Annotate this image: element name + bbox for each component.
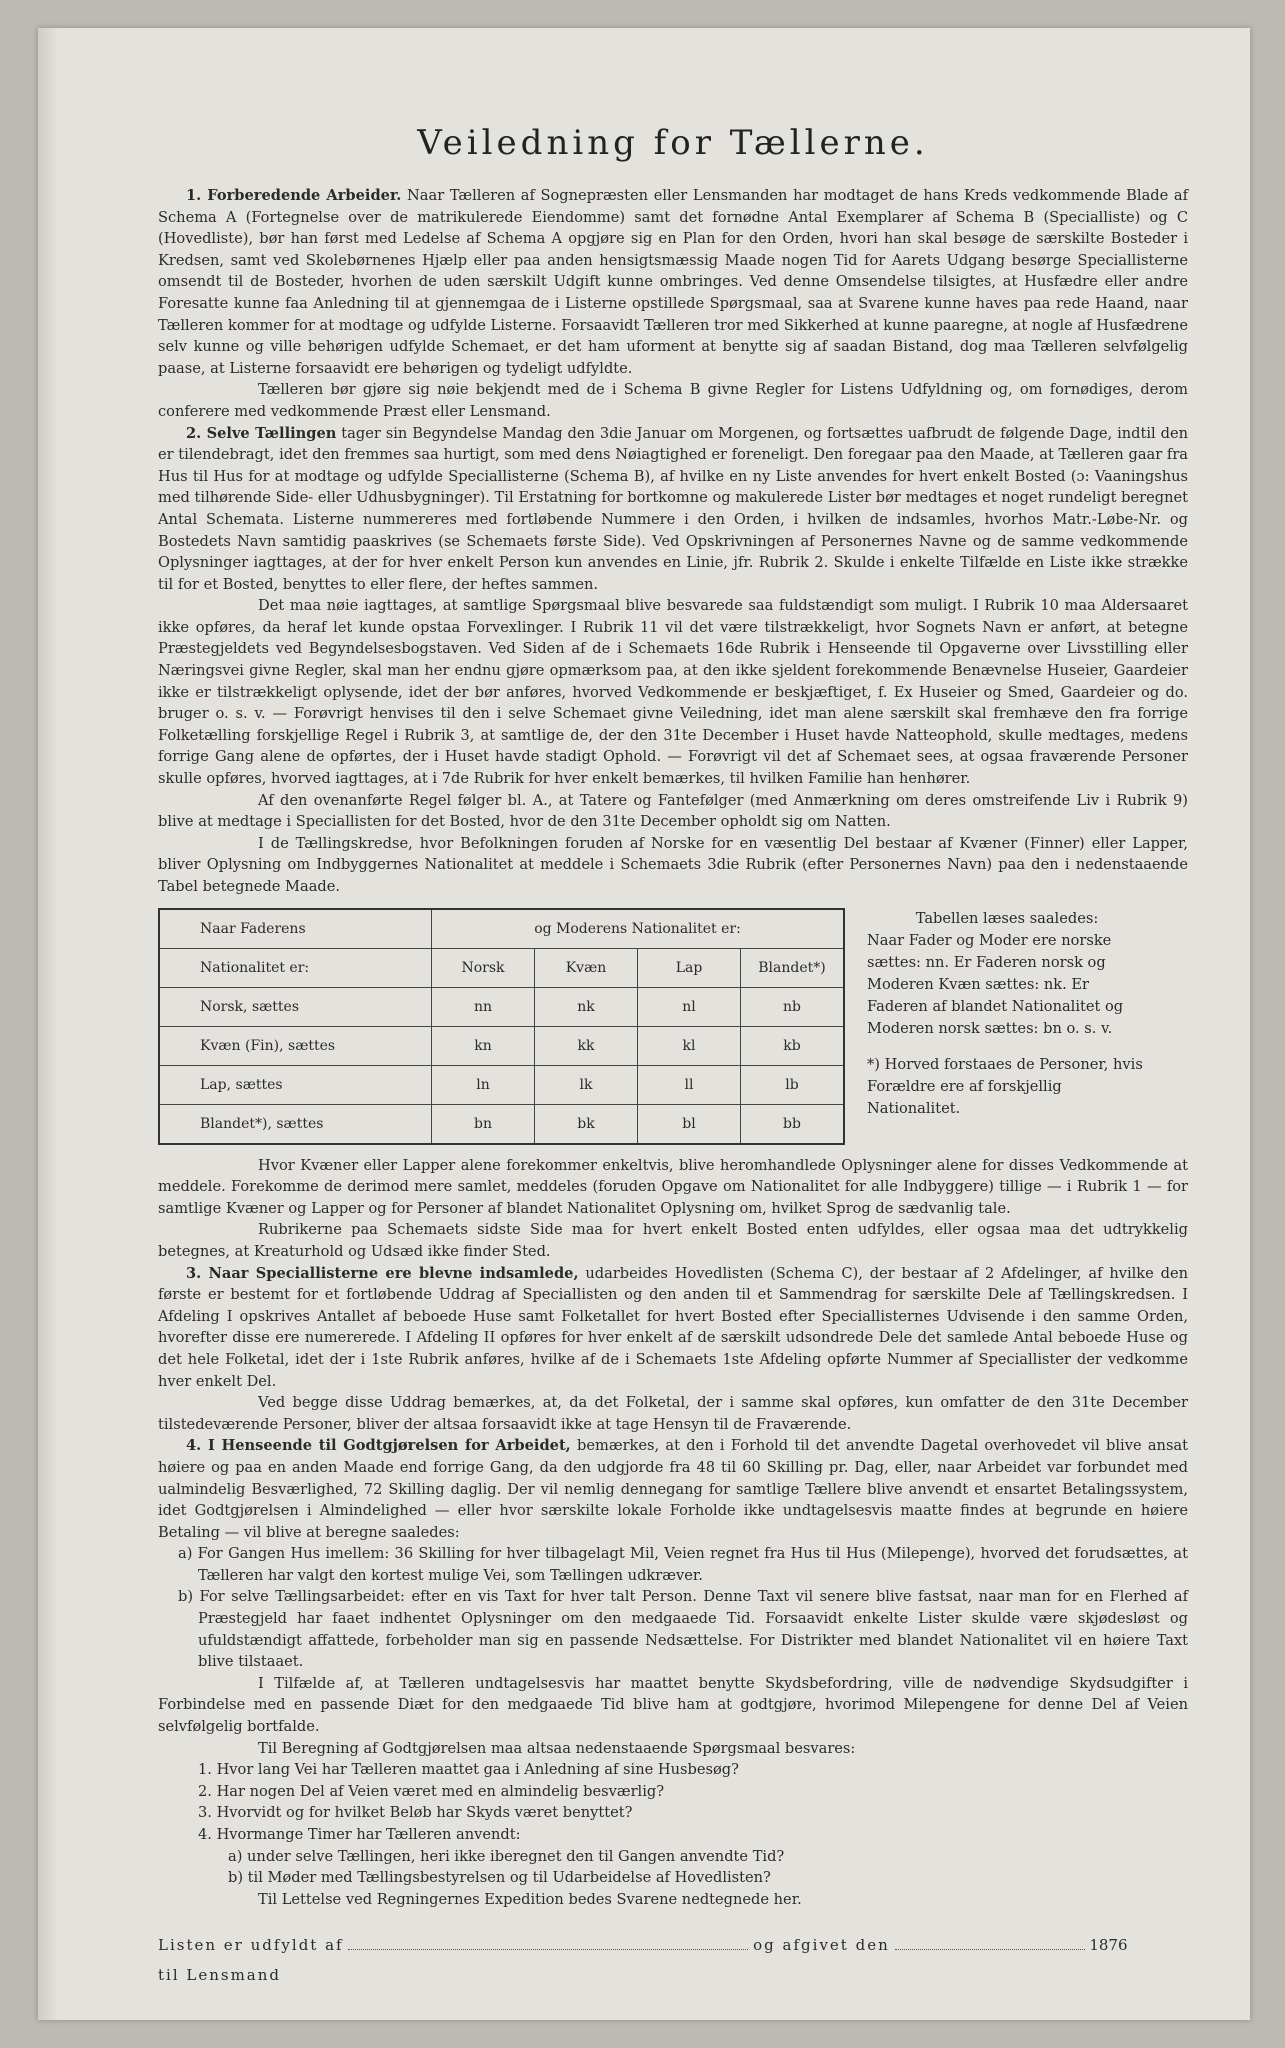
table-cell: bl: [638, 1104, 741, 1144]
payment-item-b: b) For selve Tællingsarbeidet: efter en vis Taxt for hver talt Person. Denne Taxt vil senere blive fastsat, naar man for en Flerhed af Præstegjeld har faaet indhentet Oplysninger om den medgaaede Tid. Forsaavidt enkelte Lister skulde være skjødesløst og ufuldstændigt affattede, forbeholder man sig en passende Nedsættelse. For Distrikter med blandet Nationalitet vil en høiere Taxt blive tilstaaet.: [178, 1588, 1188, 1671]
year-label: 1876: [1089, 1936, 1128, 1955]
table-cell: ll: [638, 1065, 741, 1104]
section-1-heading: 1. Forberedende Arbeider.: [186, 187, 402, 204]
section-4-heading: 4. I Henseende til Godtgjørelsen for Arbeidet,: [186, 1437, 571, 1455]
table-header-mother: og Moderens Nationalitet er:: [432, 909, 845, 949]
table-cell: bn: [432, 1104, 535, 1144]
section-2-paragraph-2: Det maa nøie iagttages, at samtlige Spørgsmaal blive besvarede saa fuldstændigt som muligt. I Rubrik 10 maa Aldersaaret ikke opføres, da heraf let kunde opstaa Forvexlinger. I Rubrik 11 vil det være tilstrækkeligt, hvor Sognets Navn er anført, at betegne Præstegjeldets ved Begyndelsesbogstaven. Ved Siden af de i Schemaets 16de Rubrik i Henseende til Opgaverne over Livsstilling eller Næringsvei givne Regler, skal man her endnu gjøre opmærksom paa, at den ikke sjeldent forekommende Benævnelse Huseier, Gaardeier ikke er tilstrækkeligt oplysende, idet der bør anføres, hvorved Vedkommende er beskjæftiget, f. Ex Huseier og Smed, Gaardeier og do. bruger o. s. v. — Forøvrigt henvises til den i selve Schemaet givne Veiledning, idet man alene særskilt skal fremhæve den fra forrige Folketælling forskjellige Regel i Rubrik 3, at samtlige de, der den 31te December i Huset havde Natteophold, skulle medtages, medens forrige Gang alene de opførtes, der i Huset havde stadigt Ophold. — Forøvrigt vil det af Schemaet sees, at ogsaa fraværende Personer skulle opføres, hvorved iagttages, at i 7de Rubrik for hver enkelt bemærkes, til hvilken Familie han henhører.: [158, 597, 1188, 788]
table-row-label: Kvæn (Fin), sættes: [159, 1026, 432, 1065]
list-item: 2. Har nogen Del af Veien været med en almindelig besværlig?: [198, 1782, 665, 1800]
table-row: [159, 1065, 844, 1104]
list-item: 3. Hvorvidt og for hvilket Beløb har Skyds været benyttet?: [198, 1804, 633, 1822]
table-explanation-body: Naar Fader og Moder ere norske sættes: nn. Er Faderen norsk og Moderen Kvæn sættes: nk. Er Faderen af blandet Nationalitet og Moderen norsk sættes: bn o. s. v.: [867, 931, 1124, 1037]
table-cell: bb: [741, 1104, 845, 1144]
section-3-paragraph-1: [158, 1263, 1188, 1393]
table-cell: kk: [535, 1026, 638, 1065]
document-page: [38, 28, 1250, 2020]
section-3-text: udarbeides Hovedlisten (Schema C), der bestaar af 2 Afdelinger, af hvilke den første er bestemt for et fortløbende Uddrag af Speciallisten og den anden til et Sammendrag for særskilte Dele af Tællingskredsen. I Afdeling I opskrives Antallet af beboede Huse samt Folketallet for hvert Bosted efter Speciallisternes Udvisende i den samme Orden, hvorefter disse ere numererede. I Afdeling II opføres for hver enkelt af de særskilt udsondrede Dele det samlede Antal beboede Huse og det hele Folketal, idet der i 1ste Rubrik anføres, hvilke af de i Schemaets 1ste Afdeling opførte Nummer af Speciallister der vedkomme hver enkelt Del.: [158, 1264, 1188, 1390]
section-3-paragraph-2: Ved begge disse Uddrag bemærkes, at, da det Folketal, der i samme skal opføres, kun omfatter de den 31te December tilstedeværende Personer, bliver der altsaa forsaavidt ikke at tage Hensyn til de Fraværende.: [158, 1394, 1188, 1433]
questions-intro: Til Beregning af Godtgjørelsen maa altsaa nedenstaaende Spørgsmaal besvares:: [258, 1739, 856, 1757]
table-cell: ln: [432, 1065, 535, 1104]
table-row-label: Norsk, sættes: [159, 987, 432, 1026]
list-item: a) under selve Tællingen, heri ikke iberegnet den til Gangen anvendte Tid?: [228, 1847, 785, 1865]
table-cell: lb: [741, 1065, 845, 1104]
section-1-paragraph-2: Tælleren bør gjøre sig nøie bekjendt med de i Schema B givne Regler for Listens Udfyldning og, om fornødiges, derom conferere med vedkommende Præst eller Lensmand.: [158, 381, 1188, 420]
page-binding-edge: [38, 28, 58, 2020]
table-footnote: *) Horved forstaaes de Personer, hvis Forældre ere af forskjellig Nationalitet.: [867, 1055, 1143, 1117]
table-row-label: Blandet*), sættes: [159, 1104, 432, 1144]
section-2-paragraph-1: [158, 423, 1188, 596]
signature-block: [158, 1930, 1188, 1990]
section-2-heading: 2. Selve Tællingen: [186, 424, 337, 442]
table-cell: bk: [535, 1104, 638, 1144]
nationality-table-block: [158, 908, 1188, 1145]
date-field[interactable]: [895, 1935, 1085, 1950]
table-column-header: Blandet*): [741, 948, 845, 987]
skyds-paragraph: I Tilfælde af, at Tælleren undtagelsesvis har maattet benytte Skydsbefordring, ville de nødvendige Skydsudgifter i Forbindelse med en passende Diæt for den medgaaede Tid blive ham at godtgjøre, hvorimod Milepengene for denne Del af Veien selvfølgelig bortfalde.: [158, 1674, 1188, 1736]
filled-by-field[interactable]: [348, 1935, 748, 1950]
section-2-text: tager sin Begyndelse Mandag den 3die Januar om Morgenen, og fortsættes uafbrudt de følgende Dage, indtil den er tilendebragt, idet den fremmes saa hurtigt, som med dens Nøiagtighed er foreneligt. Den foregaar paa den Maade, at Tælleren gaar fra Hus til Hus for at modtage og udfylde Speciallisterne (Schema B), af hvilke en ny Liste anvendes for hvert enkelt Bosted (ɔ: Vaaningshus med tilhørende Side- eller Udhusbygninger). Til Erstatning for bortkomne og makulerede Lister bør medtages et noget rundeligt beregnet Antal Schemata. Listerne nummereres med fortløbende Nummere i den Orden, i hvilken de indsamles, hvorhos Matr.-Løbe-Nr. og Bostedets Navn samtidig paaskrives (se Schemaets første Side). Ved Opskrivningen af Personernes Navne og de samme vedkommende Oplysninger iagttages, at der for hver enkelt Person kun anvendes en Linie, jfr. Rubrik 2. Skulde i enkelte Tilfælde en Liste ikke strække til for et Bosted, benyttes to eller flere, der heftes sammen.: [158, 424, 1189, 593]
list-item: 4. Hvormange Timer har Tælleren anvendt:: [198, 1826, 521, 1843]
section-4-paragraph-1: [158, 1435, 1188, 1543]
after-table-paragraph-1: Hvor Kvæner eller Lapper alene forekommer enkeltvis, blive heromhandlede Oplysninger alene for disses Vedkommende at meddele. Forekomme de derimod mere samlet, meddeles (foruden Opgave om Nationalitet for alle Indbyggere) tillige — i Rubrik 1 — for samtlige Kvæner og Lapper og for Personer af blandet Nationalitet Oplysning om, hvilket Sprog de sædvanlig tale.: [158, 1156, 1188, 1217]
table-explanation: [867, 908, 1147, 1145]
table-row: [159, 987, 844, 1026]
list-item: b) til Møder med Tællingsbestyrelsen og til Udarbeidelse af Hovedlisten?: [228, 1869, 771, 1887]
table-column-header: Lap: [638, 948, 741, 987]
closing-paragraph: Til Lettelse ved Regningernes Expedition bedes Svarene nedtegnede her.: [258, 1890, 802, 1908]
section-4-text: bemærkes, at den i Forhold til det anvendte Dagetal overhovedet vil blive ansat høiere og paa en anden Maade end forrige Gang, da den udgjorde fra 48 til 60 Skilling pr. Dag, eller, naar Arbeidet var forbundet med ualmindelig Besværlighed, 72 Skilling daglig. Der vil nemlig dennegang for samtlige Tællere blive anvendt et ensartet Betalingssystem, idet Godtgjørelsen i Almindelighed — eller hvor særskilte lokale Forholde ikke undtagelsesvis maatte findes at begrunde en høiere Betaling — vil blive at beregne saaledes:: [158, 1437, 1188, 1541]
table-header-father-2: Nationalitet er:: [159, 948, 432, 987]
signature-line-2: [158, 1960, 1188, 1990]
after-table-paragraph-2: Rubrikerne paa Schemaets sidste Side maa for hvert enkelt Bosted enten udfyldes, eller ogsaa maa det udtrykkelig betegnes, at Kreaturhold og Udsæd ikke finder Sted.: [158, 1221, 1188, 1260]
table-column-header: Kvæn: [535, 948, 638, 987]
table-cell: lk: [535, 1065, 638, 1104]
page-title: Veiledning for Tællerne.: [417, 123, 929, 163]
section-3-heading: 3. Naar Speciallisterne ere blevne indsamlede,: [186, 1264, 579, 1282]
section-1-paragraph-1: [158, 185, 1188, 379]
table-cell: nn: [432, 987, 535, 1026]
table-cell: nk: [535, 987, 638, 1026]
table-cell: nl: [638, 987, 741, 1026]
table-row: [159, 1104, 844, 1144]
section-2-paragraph-3: Af den ovenanførte Regel følger bl. A., at Tatere og Fantefølger (med Anmærkning om deres omstreifende Liv i Rubrik 9) blive at medtage i Speciallisten for det Bosted, hvor de den 31te December opholdt sig om Natten.: [158, 791, 1188, 831]
table-cell: kn: [432, 1026, 535, 1065]
table-explanation-heading: Tabellen læses saaledes:: [915, 909, 1099, 927]
table-cell: kb: [741, 1026, 845, 1065]
table-header-father-1: Naar Faderens: [159, 909, 432, 949]
page-content: [158, 123, 1188, 1990]
listen-label: Listen er udfyldt af: [158, 1936, 344, 1955]
lensmand-label: til Lensmand: [158, 1966, 282, 1985]
afgivet-label: og afgivet den: [753, 1936, 890, 1955]
table-column-header: Norsk: [432, 948, 535, 987]
table-row-label: Lap, sættes: [159, 1065, 432, 1104]
table-row: [159, 1026, 844, 1065]
table-cell: nb: [741, 987, 845, 1026]
payment-item-a: a) For Gangen Hus imellem: 36 Skilling for hver tilbagelagt Mil, Veien regnet fra Hus til Hus (Milepenge), hvorved det forudsættes, at Tælleren har valgt den kortest mulige Vei, som Tællingen udkræver.: [178, 1545, 1188, 1584]
signature-line-1: [158, 1930, 1188, 1960]
list-item: 1. Hvor lang Vei har Tælleren maattet gaa i Anledning af sine Husbesøg?: [198, 1761, 739, 1779]
table-cell: kl: [638, 1026, 741, 1065]
nationality-table: [158, 908, 845, 1145]
questions-list: [158, 1759, 1188, 1889]
section-1-text: Naar Tælleren af Sognepræsten eller Lensmanden har modtaget de hans Kreds vedkommende Blade af Schema A (Fortegnelse over de matrikulerede Eiendomme) samt det fornødne Antal Exemplarer af Schema B (Specialliste) og C (Hovedliste), bør han først med Ledelse af Schema A opgjøre sig en Plan for den Orden, hvori han skal besøge de særskilte Bosteder i Kredsen, samt ved Skolebørnenes Hjælp eller paa anden hensigtsmæssig Maade nogen Tid for Aarets Udgang besørge Speciallisterne omsendt til de Bosteder, hvorhen de uden særskilt Udgift kunne ombringes. Ved denne Omsendelse tilsigtes, at Husfædre eller andre Foresatte kunne faa Anledning til at gjennemgaa de i Listerne opstillede Spørgsmaal, saa at Svarene kunne haves paa rede Haand, naar Tælleren kommer for at modtage og udfylde Listerne. Forsaavidt Tælleren tror med Sikkerhed at kunne paaregne, at nogle af Husfædrene selv kunne og ville behørigen udfylde Schemaet, er det ham uforment at benytte sig af saadan Bistand, dog maa Tælleren selvfølgelig paase, at Listerne forsaavidt ere behørigen og tydeligt udfyldte.: [158, 187, 1188, 377]
section-2-paragraph-4: I de Tællingskredse, hvor Befolkningen foruden af Norske for en væsentlig Del bestaar af Kvæner (Finner) eller Lapper, bliver Oplysning om Indbyggernes Nationalitet at meddele i Schemaets 3die Rubrik (efter Personernes Navn) paa den i nedenstaaende Tabel betegnede Maade.: [158, 834, 1188, 895]
